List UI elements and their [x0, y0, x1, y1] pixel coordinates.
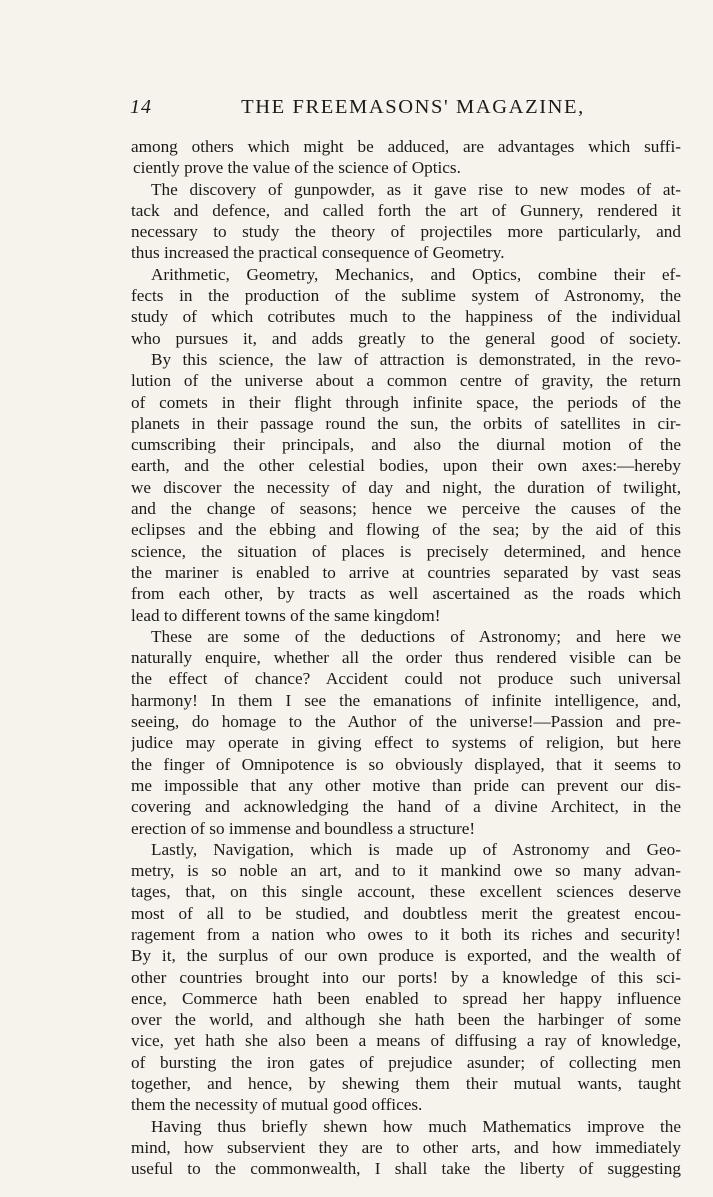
text-line: who pursues it, and adds greatly to the general good of society. [131, 328, 681, 348]
text-line: of comets in their flight through infinite space, the periods of the [131, 392, 681, 412]
text-line: cumscribing their principals, and also the diurnal motion of the [131, 435, 681, 455]
text-line: them the necessity of mutual good offices. [131, 1095, 423, 1115]
text-line: Lastly, Navigation, which is made up of Astronomy and Geo- [151, 839, 681, 859]
text-line: judice may operate in giving effect to systems of religion, but here [131, 733, 681, 753]
text-line: By this science, the law of attraction is demonstrated, in the revo- [151, 349, 681, 369]
text-line: vice, yet hath she also been a means of diffusing a ray of knowledge, [131, 1031, 681, 1051]
text-line: of bursting the iron gates of prejudice asunder; of collecting men [131, 1052, 681, 1072]
text-line: the finger of Omnipotence is so obviously displayed, that it seems to [131, 754, 681, 774]
text-line: study of which cotributes much to the happiness of the individual [131, 307, 681, 327]
text-line: Having thus briefly shewn how much Mathematics improve the [151, 1116, 681, 1136]
text-line: metry, is so noble an art, and to it mankind owe so many advan- [131, 861, 681, 881]
text-line: harmony! In them I see the emanations of infinite intelligence, and, [131, 690, 681, 710]
text-line: planets in their passage round the sun, the orbits of satellites in cir- [131, 413, 681, 433]
text-line: from each other, by tracts as well ascertained as the roads which [131, 584, 681, 604]
text-line: By it, the surplus of our own produce is exported, and the wealth of [131, 946, 681, 966]
text-line: the mariner is enabled to arrive at countries separated by vast seas [131, 562, 681, 582]
body-text [131, 136, 681, 1180]
page-header [130, 96, 678, 122]
text-line: These are some of the deductions of Astronomy; and here we [151, 626, 681, 646]
page-number: 14 [130, 96, 152, 118]
text-line: naturally enquire, whether all the order thus rendered visible can be [131, 648, 681, 668]
text-line: Arithmetic, Geometry, Mechanics, and Optics, combine their ef- [151, 264, 681, 284]
text-line: together, and hence, by shewing them their mutual wants, taught [131, 1074, 681, 1094]
text-line: lution of the universe about a common centre of gravity, the return [131, 371, 681, 391]
text-line: science, the situation of places is precisely determined, and hence [131, 541, 681, 561]
text-line: and the change of seasons; hence we perceive the causes of the [131, 499, 681, 519]
text-line: seeing, do homage to the Author of the universe!—Passion and pre- [131, 712, 681, 732]
text-line: earth, and the other celestial bodies, upon their own axes:—hereby [131, 456, 681, 476]
text-line: ragement from a nation who owes to it both its riches and security! [131, 924, 681, 944]
text-line: mind, how subservient they are to other arts, and how immediately [131, 1137, 681, 1157]
text-line: the effect of chance? Accident could not produce such universal [131, 669, 681, 689]
text-line: useful to the commonwealth, I shall take the liberty of suggesting [131, 1159, 681, 1179]
running-title: THE FREEMASONS' MAGAZINE, [241, 96, 585, 118]
text-line: most of all to be studied, and doubtless merit the greatest encou- [131, 903, 681, 923]
text-line: over the world, and although she hath been the harbinger of some [131, 1010, 681, 1030]
text-line: me impossible that any other motive than pride can prevent our dis- [131, 775, 681, 795]
text-line: eclipses and the ebbing and flowing of the sea; by the aid of this [131, 520, 681, 540]
text-line: necessary to study the theory of projectiles more particularly, and [131, 222, 681, 242]
text-line: erection of so immense and boundless a structure! [131, 818, 476, 838]
text-line: fects in the production of the sublime system of Astronomy, the [131, 286, 681, 306]
text-line: we discover the necessity of day and night, the duration of twilight, [131, 477, 681, 497]
text-line: covering and acknowledging the hand of a divine Architect, in the [131, 797, 681, 817]
text-line: among others which might be adduced, are advantages which suffi- [131, 137, 681, 156]
text-line: lead to different towns of the same kingdom! [131, 605, 441, 625]
text-line: tack and defence, and called forth the art of Gunnery, rendered it [131, 200, 681, 220]
text-line: The discovery of gunpowder, as it gave rise to new modes of at- [151, 179, 681, 199]
text-line: tages, that, on this single account, these excellent sciences deserve [131, 882, 681, 902]
text-line: ence, Commerce hath been enabled to spread her happy influence [131, 988, 681, 1008]
text-line: ciently prove the value of the science of Optics. [133, 158, 461, 178]
text-line: other countries brought into our ports! by a knowledge of this sci- [131, 967, 681, 987]
text-line: thus increased the practical consequence of Geometry. [131, 243, 505, 263]
